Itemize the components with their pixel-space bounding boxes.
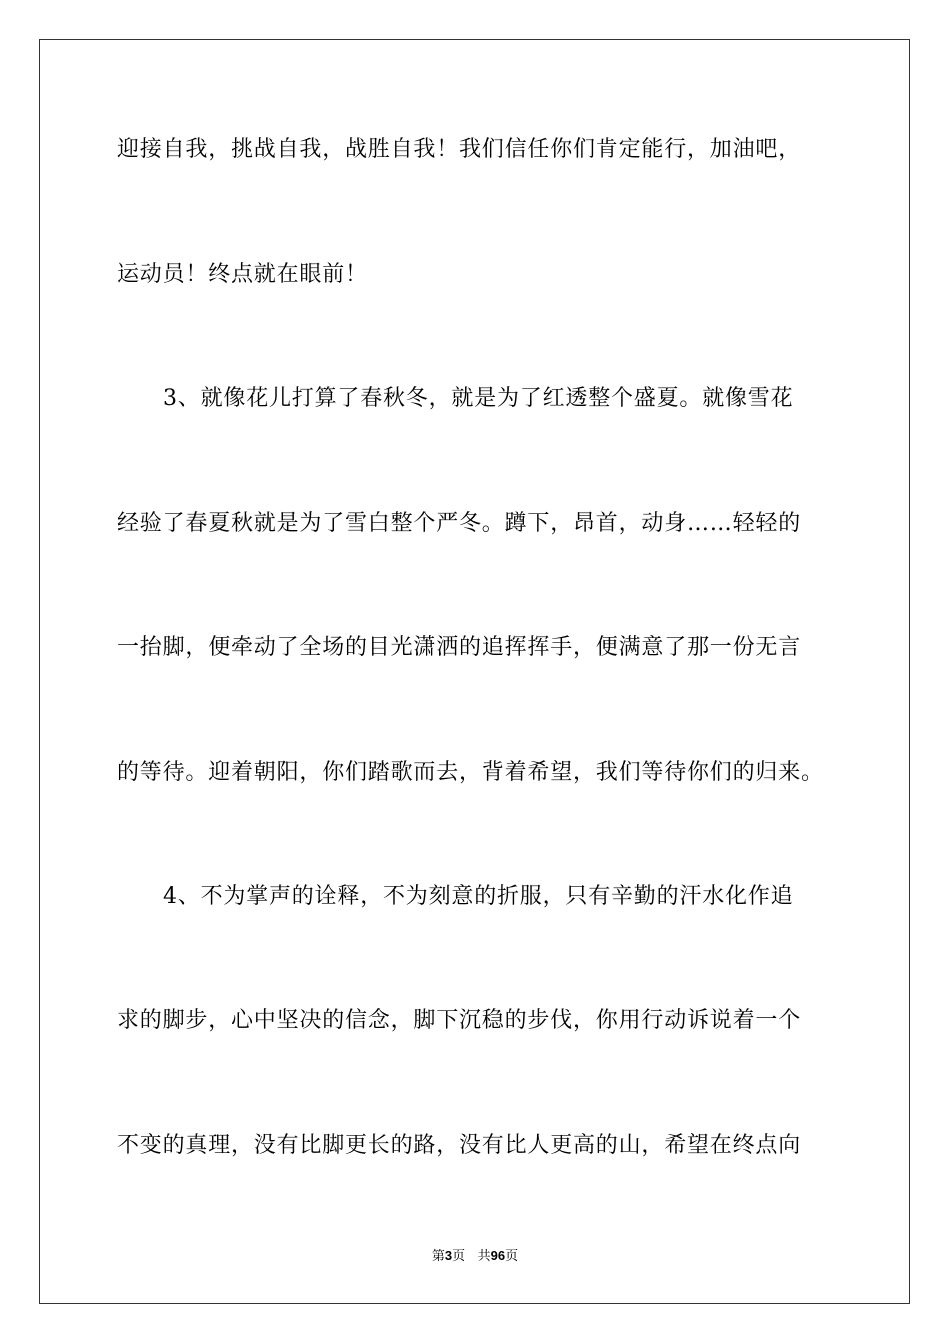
page-number: 3	[444, 1248, 453, 1263]
total-prefix: 共	[477, 1249, 491, 1264]
total-suffix: 页	[505, 1249, 519, 1264]
paragraph-line: 运动员！终点就在眼前！	[117, 262, 368, 287]
paragraph-line: 迎接自我，挑战自我，战胜自我！我们信任你们肯定能行，加油吧，	[117, 137, 802, 162]
paragraph-line: 的等待。迎着朝阳，你们踏歌而去，背着希望，我们等待你们的归来。	[117, 760, 824, 785]
paragraph-line: 一抬脚，便牵动了全场的目光潇洒的追挥挥手，便满意了那一份无言	[117, 635, 802, 660]
page-suffix: 页	[452, 1249, 466, 1264]
page-footer	[0, 1247, 950, 1266]
total-pages: 96	[490, 1248, 506, 1263]
paragraph-line: 4、不为掌声的诠释，不为刻意的折服，只有辛勤的汗水化作追	[163, 884, 794, 909]
paragraph-line: 求的脚步，心中坚决的信念，脚下沉稳的步伐，你用行动诉说着一个	[117, 1008, 802, 1033]
paragraph-line: 不变的真理，没有比脚更长的路，没有比人更高的山，希望在终点向	[117, 1133, 802, 1158]
paragraph-line: 3、就像花儿打算了春秋冬，就是为了红透整个盛夏。就像雪花	[163, 386, 794, 411]
page-prefix: 第	[431, 1249, 445, 1264]
page-border	[39, 39, 910, 1304]
paragraph-line: 经验了春夏秋就是为了雪白整个严冬。蹲下，昂首，动身……轻轻的	[117, 511, 802, 536]
